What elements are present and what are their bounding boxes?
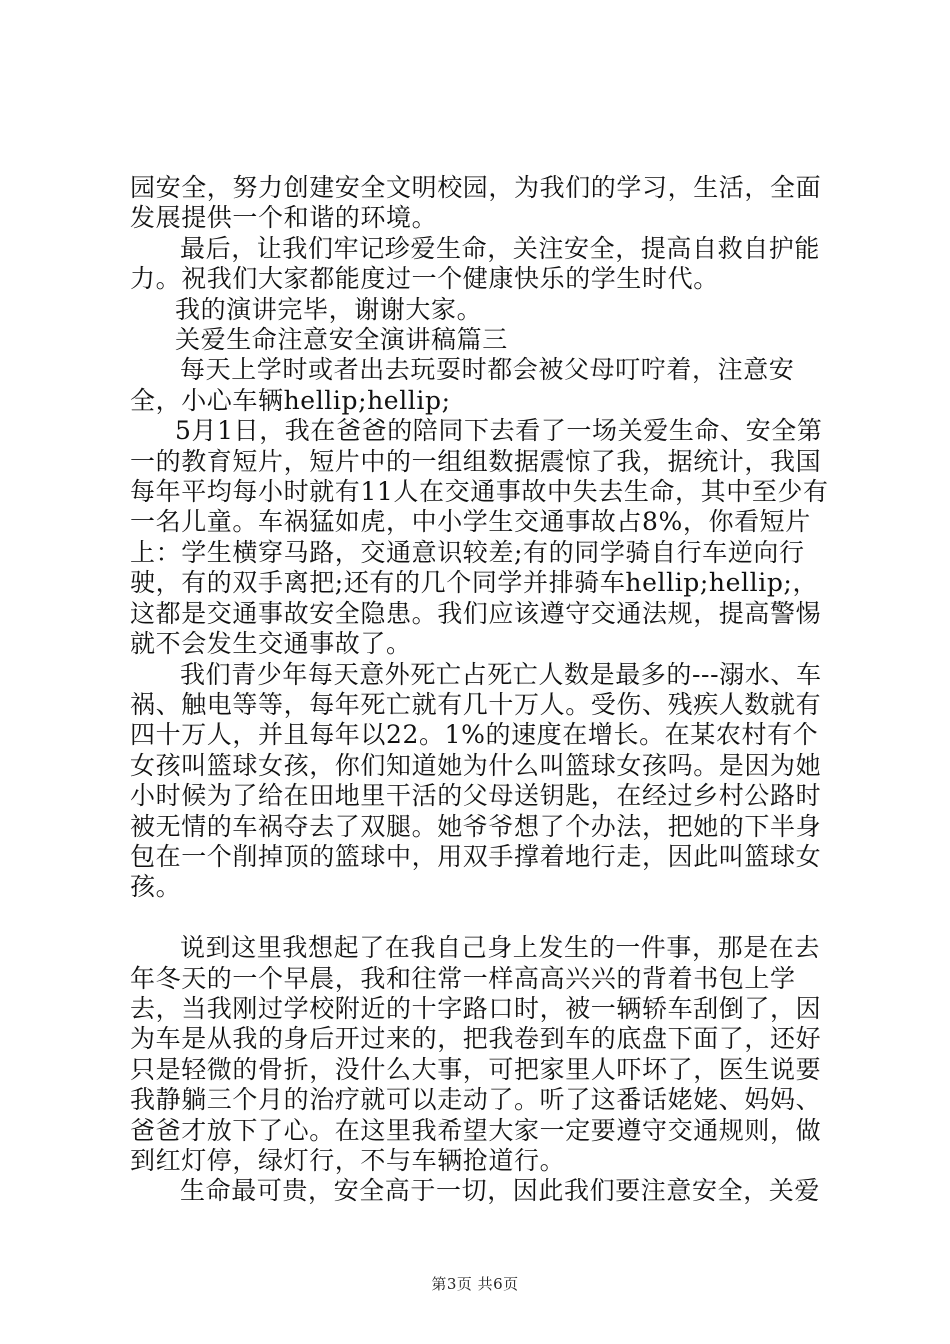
- paragraph-intro: 每天上学时或者出去玩耍时都会被父母叮咛着，注意安全，小心车辆hellip;hellip;: [130, 355, 795, 415]
- document-body: [130, 173, 830, 1207]
- section-heading: 关爱生命注意安全演讲稿篇三: [175, 325, 508, 355]
- paragraph-personal-story: 说到这里我想起了在我自己身上发生的一件事，那是在去年冬天的一个早晨，我和往常一样高高兴兴的背着书包上学去，当我刚过学校附近的十字路口时，被一辆轿车刮倒了，因为车是从我的身后开过来的，把我卷到车的底盘下面了，还好只是轻微的骨折，没什么大事，可把家里人吓坏了，医生说要我静躺三个月的治疗就可以走动了。听了这番话姥姥、妈妈、爸爸才放下了心。在这里我希望大家一定要遵守交通规则，做到红灯停，绿灯行，不与车辆抢道行。: [130, 933, 822, 1175]
- paragraph-statistics: 我们青少年每天意外死亡占死亡人数是最多的---溺水、车祸、触电等等，每年死亡就有几十万人。受伤、残疾人数就有四十万人，并且每年以22。1%的速度在增长。在某农村有个女孩叫篮球女孩，你们知道她为什么叫篮球女孩吗。是因为她小时候为了给在田地里干活的父母送钥匙，在经过乡村公路时被无情的车祸夺去了双腿。她爷爷想了个办法，把她的下半身包在一个削掉顶的篮球中，用双手撑着地行走，因此叫篮球女孩。: [130, 659, 822, 902]
- paragraph-closing: 最后，让我们牢记珍爱生命，关注安全，提高自救自护能力。祝我们大家都能度过一个健康快乐的学生时代。: [130, 233, 821, 294]
- page-number: 第3页 共6页: [431, 1275, 519, 1293]
- paragraph-spacer: [130, 903, 830, 933]
- paragraph-conclusion: 生命最可贵，安全高于一切，因此我们要注意安全，关爱: [180, 1176, 821, 1206]
- paragraph-thanks: 我的演讲完毕，谢谢大家。: [175, 294, 483, 324]
- paragraph-may-first: 5月1日，我在爸爸的陪同下去看了一场关爱生命、安全第一的教育短片，短片中的一组组数据震惊了我，据统计，我国每年平均每小时就有11人在交通事故中失去生命，其中至少有一名儿童。车祸猛如虎，中小学生交通事故占8%，你看短片上：学生横穿马路，交通意识较差;有的同学骑自行车逆向行驶，有的双手离把;还有的几个同学并排骑车hellip;hellip;，这都是交通事故安全隐患。我们应该遵守交通法规，提高警惕就不会发生交通事故了。: [130, 416, 829, 659]
- paragraph-continuation: 园安全，努力创建安全文明校园，为我们的学习，生活，全面发展提供一个和谐的环境。: [130, 173, 822, 233]
